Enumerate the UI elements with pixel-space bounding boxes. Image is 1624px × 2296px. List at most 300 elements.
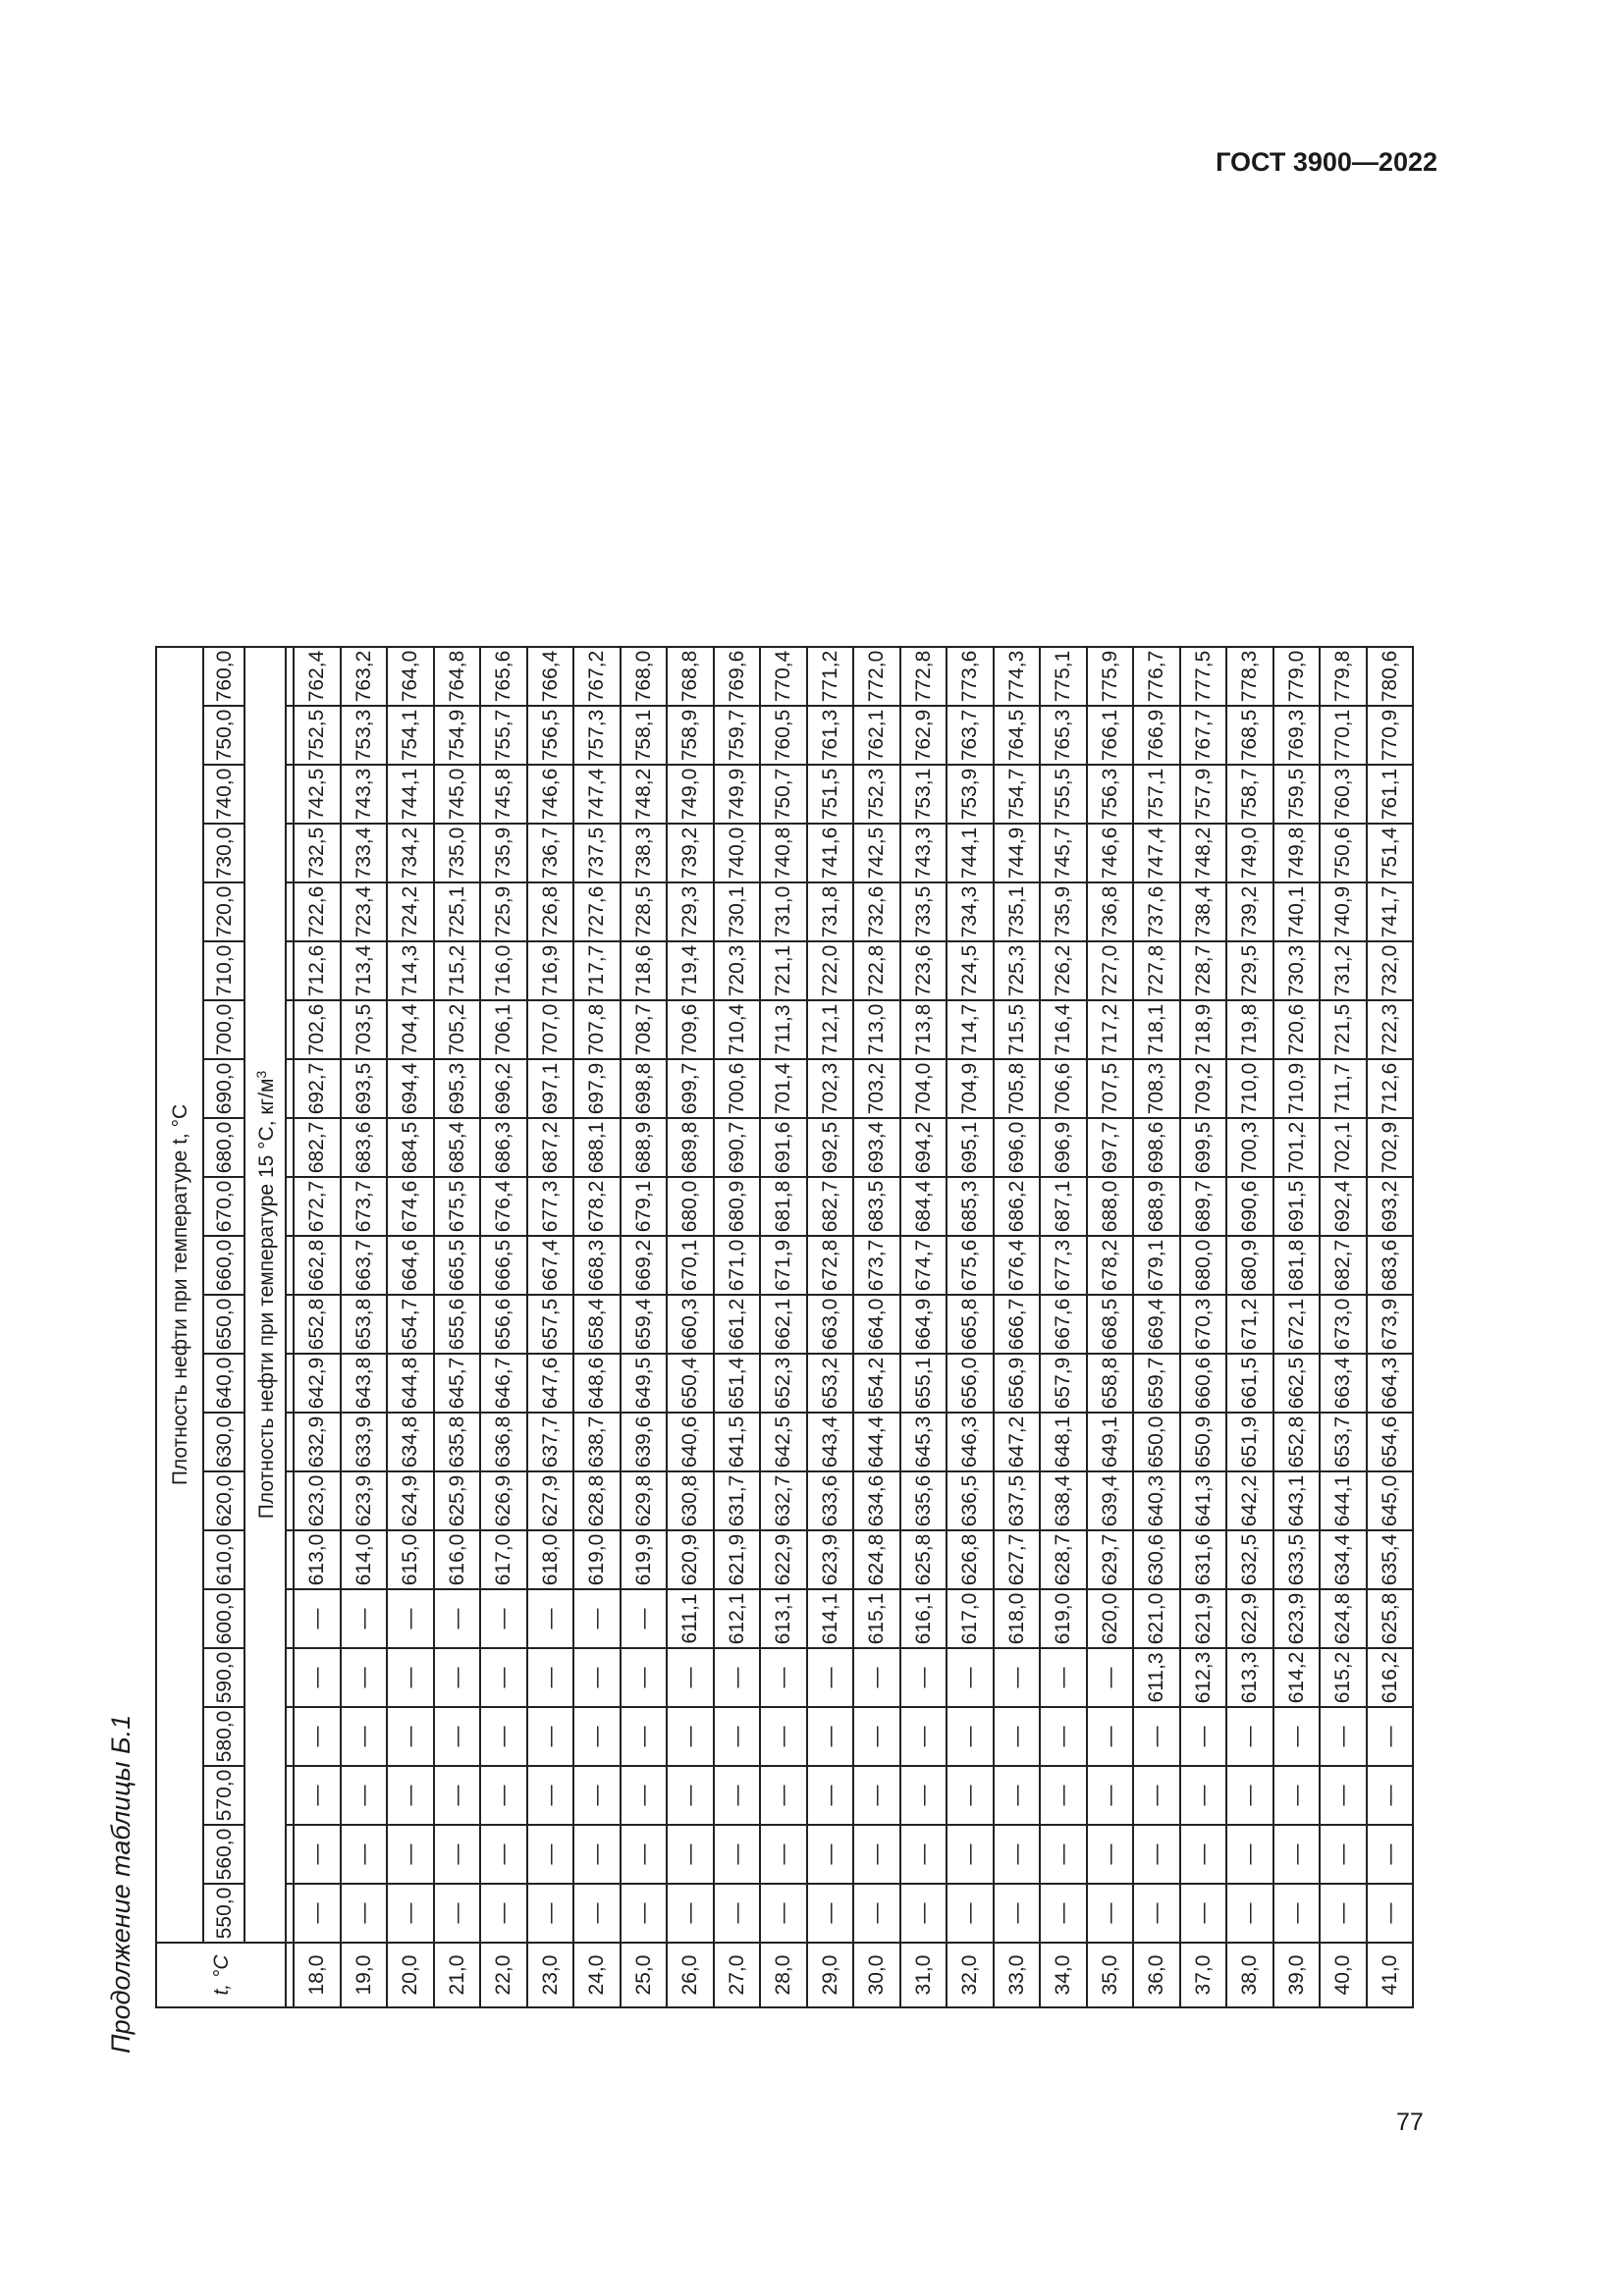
density-cell: 621,9	[1180, 1589, 1227, 1648]
density-cell: 744,1	[387, 765, 434, 824]
density-cell: 642,9	[294, 1354, 341, 1413]
density-cell: —	[341, 1825, 388, 1884]
density-cell: 616,0	[434, 1530, 481, 1589]
density-cell: 650,0	[1133, 1413, 1180, 1471]
column-header: 580,0	[203, 1707, 244, 1766]
density-cell: —	[947, 1766, 994, 1825]
t-column-header: t, °C	[156, 1943, 286, 2007]
density-cell: —	[341, 1648, 388, 1707]
density-cell: 677,3	[1040, 1236, 1087, 1295]
density-cell: 741,6	[807, 824, 854, 882]
density-cell: 770,4	[760, 647, 807, 706]
density-cell: 775,9	[1087, 647, 1134, 706]
density-cell: 715,5	[994, 1000, 1041, 1059]
density-cell: —	[621, 1884, 668, 1943]
density-cell: 759,7	[714, 706, 761, 765]
density-cell: 627,7	[994, 1530, 1041, 1589]
density-cell: —	[714, 1648, 761, 1707]
density-cell: 697,1	[527, 1059, 574, 1118]
density-cell: —	[1226, 1825, 1273, 1884]
column-header: 600,0	[203, 1589, 244, 1648]
density-cell: 702,9	[1367, 1118, 1414, 1177]
density-cell: 632,9	[294, 1413, 341, 1471]
density-cell: 658,4	[573, 1295, 621, 1354]
density-cell: 722,0	[807, 941, 854, 1000]
density-cell: 777,5	[1180, 647, 1227, 706]
temperature-cell: 37,0	[1180, 1943, 1227, 2007]
density-cell: 680,9	[1226, 1236, 1273, 1295]
column-header: 620,0	[203, 1471, 244, 1530]
density-cell: 744,1	[947, 824, 994, 882]
density-cell: 667,4	[527, 1236, 574, 1295]
density-cell: —	[853, 1707, 900, 1766]
density-cell: 734,2	[387, 824, 434, 882]
density-cell: 715,2	[434, 941, 481, 1000]
density-cell: —	[480, 1884, 527, 1943]
density-cell: 672,1	[1273, 1295, 1321, 1354]
density-cell: 771,2	[807, 647, 854, 706]
density-cell: 666,7	[994, 1295, 1041, 1354]
column-header: 750,0	[203, 706, 244, 765]
density-cell: 689,8	[667, 1118, 714, 1177]
temperature-cell: 30,0	[853, 1943, 900, 2007]
density-cell: 762,4	[294, 647, 341, 706]
density-cell: —	[387, 1884, 434, 1943]
density-cell: 614,1	[807, 1589, 854, 1648]
density-cell: —	[294, 1884, 341, 1943]
density-cell: 740,1	[1273, 882, 1321, 941]
density-cell: 650,9	[1180, 1413, 1227, 1471]
density-cell: 644,1	[1320, 1471, 1367, 1530]
density-cell: 679,1	[621, 1177, 668, 1236]
density-cell: 738,3	[621, 824, 668, 882]
density-cell: 735,1	[994, 882, 1041, 941]
spacer-row	[286, 647, 294, 2007]
density-cell: —	[387, 1589, 434, 1648]
density-cell: 693,2	[1367, 1177, 1414, 1236]
temperature-cell: 25,0	[621, 1943, 668, 2007]
density-cell: —	[480, 1707, 527, 1766]
density-cell: 751,4	[1367, 824, 1414, 882]
density-cell: 748,2	[1180, 824, 1227, 882]
density-cell: 697,9	[573, 1059, 621, 1118]
density-cell: 679,1	[1133, 1236, 1180, 1295]
density-cell: —	[714, 1825, 761, 1884]
table-row	[527, 647, 574, 2007]
density-cell: 713,0	[853, 1000, 900, 1059]
density-cell: 770,9	[1367, 706, 1414, 765]
density-cell: 761,3	[807, 706, 854, 765]
density-cell: —	[341, 1884, 388, 1943]
density-cell: —	[807, 1825, 854, 1884]
density-cell: 638,4	[1040, 1471, 1087, 1530]
density-cell: 751,5	[807, 765, 854, 824]
density-cell: 749,8	[1273, 824, 1321, 882]
density-cell: 754,9	[434, 706, 481, 765]
density-cell: 652,8	[1273, 1413, 1321, 1471]
temperature-cell: 18,0	[294, 1943, 341, 2007]
density-cell: 754,7	[994, 765, 1041, 824]
density-cell: 630,6	[1133, 1530, 1180, 1589]
table-row	[667, 647, 714, 2007]
density-cell: —	[341, 1707, 388, 1766]
density-cell: 664,6	[387, 1236, 434, 1295]
density-cell: —	[1320, 1884, 1367, 1943]
density-cell: 702,6	[294, 1000, 341, 1059]
density-cell: —	[434, 1648, 481, 1707]
density-cell: 769,6	[714, 647, 761, 706]
temperature-cell: 26,0	[667, 1943, 714, 2007]
density-cell: 670,3	[1180, 1295, 1227, 1354]
density-cell: 631,7	[714, 1471, 761, 1530]
density-cell: 611,3	[1133, 1648, 1180, 1707]
density-cell: 748,2	[621, 765, 668, 824]
density-cell: —	[853, 1825, 900, 1884]
group-header: Плотность нефти при температуре t, °C	[156, 647, 203, 1943]
density-cell: 633,9	[341, 1413, 388, 1471]
density-cell: 645,0	[1367, 1471, 1414, 1530]
density-cell: 656,6	[480, 1295, 527, 1354]
density-cell: 763,2	[341, 647, 388, 706]
density-cell: 646,3	[947, 1413, 994, 1471]
density-cell: 705,8	[994, 1059, 1041, 1118]
density-cell: 688,1	[573, 1118, 621, 1177]
density-cell: 663,7	[341, 1236, 388, 1295]
density-cell: 727,6	[573, 882, 621, 941]
density-cell: 673,9	[1367, 1295, 1414, 1354]
density-cell: 749,9	[714, 765, 761, 824]
density-cell: 728,5	[621, 882, 668, 941]
table-row	[341, 647, 388, 2007]
density-cell: —	[1133, 1707, 1180, 1766]
density-cell: 713,4	[341, 941, 388, 1000]
density-cell: 722,8	[853, 941, 900, 1000]
density-cell: 681,8	[760, 1177, 807, 1236]
density-cell: 759,5	[1273, 765, 1321, 824]
density-cell: 634,8	[387, 1413, 434, 1471]
density-cell: —	[994, 1884, 1041, 1943]
density-cell: —	[341, 1589, 388, 1648]
density-cell: 669,2	[621, 1236, 668, 1295]
density-cell: 752,5	[294, 706, 341, 765]
table-caption: Продолжение таблицы Б.1	[106, 1714, 135, 2054]
density-cell: 619,0	[1040, 1589, 1087, 1648]
density-cell: 725,3	[994, 941, 1041, 1000]
density-cell: —	[947, 1707, 994, 1766]
density-cell: —	[1226, 1707, 1273, 1766]
density-cell: 704,9	[947, 1059, 994, 1118]
density-cell: 643,4	[807, 1413, 854, 1471]
column-header-row	[203, 647, 244, 2007]
density-cell: —	[1367, 1825, 1414, 1884]
temperature-cell: 24,0	[573, 1943, 621, 2007]
density-cell: 682,7	[1320, 1236, 1367, 1295]
density-cell: 639,4	[1087, 1471, 1134, 1530]
density-cell: 625,8	[900, 1530, 947, 1589]
density-cell: 633,5	[1273, 1530, 1321, 1589]
density-cell: —	[621, 1825, 668, 1884]
density-cell: 698,8	[621, 1059, 668, 1118]
density-cell: 665,5	[434, 1236, 481, 1295]
density-cell: 688,9	[1133, 1177, 1180, 1236]
density-cell: 737,6	[1133, 882, 1180, 941]
density-cell: —	[434, 1707, 481, 1766]
density-cell: —	[387, 1707, 434, 1766]
table-row	[900, 647, 947, 2007]
density-cell: —	[527, 1884, 574, 1943]
density-cell: 689,7	[1180, 1177, 1227, 1236]
density-cell: 678,2	[573, 1177, 621, 1236]
density-cell: 704,4	[387, 1000, 434, 1059]
density-cell: —	[434, 1766, 481, 1825]
density-cell: 740,9	[1320, 882, 1367, 941]
density-cell: 712,6	[294, 941, 341, 1000]
density-cell: 661,2	[714, 1295, 761, 1354]
density-cell: 657,9	[1040, 1354, 1087, 1413]
temperature-cell: 36,0	[1133, 1943, 1180, 2007]
density-cell: 754,1	[387, 706, 434, 765]
density-cell: —	[527, 1707, 574, 1766]
table-row	[714, 647, 761, 2007]
density-cell: 738,4	[1180, 882, 1227, 941]
density-cell: 623,9	[807, 1530, 854, 1589]
density-cell: 653,7	[1320, 1413, 1367, 1471]
density-cell: 724,2	[387, 882, 434, 941]
density-cell: 757,3	[573, 706, 621, 765]
density-cell: 742,5	[853, 824, 900, 882]
column-header: 650,0	[203, 1295, 244, 1354]
density-cell: 643,8	[341, 1354, 388, 1413]
density-cell: 636,8	[480, 1413, 527, 1471]
density-cell: 683,6	[1367, 1236, 1414, 1295]
density-cell: 613,0	[294, 1530, 341, 1589]
density-cell: 648,1	[1040, 1413, 1087, 1471]
density-cell: 701,2	[1273, 1118, 1321, 1177]
density-cell: 683,5	[853, 1177, 900, 1236]
density-cell: 653,8	[341, 1295, 388, 1354]
density-cell: 654,7	[387, 1295, 434, 1354]
density-cell: 696,9	[1040, 1118, 1087, 1177]
temperature-cell: 19,0	[341, 1943, 388, 2007]
density-cell: 693,5	[341, 1059, 388, 1118]
density-cell: —	[1180, 1707, 1227, 1766]
table-row	[1133, 647, 1180, 2007]
density-cell: 766,4	[527, 647, 574, 706]
density-cell: —	[760, 1707, 807, 1766]
density-cell: 612,1	[714, 1589, 761, 1648]
density-cell: 672,7	[294, 1177, 341, 1236]
density-cell: —	[527, 1648, 574, 1707]
density-cell: 661,5	[1226, 1354, 1273, 1413]
density-cell: 776,7	[1133, 647, 1180, 706]
density-cell: —	[714, 1707, 761, 1766]
density-cell: 668,3	[573, 1236, 621, 1295]
density-cell: 722,6	[294, 882, 341, 941]
density-cell: 643,1	[1273, 1471, 1321, 1530]
density-cell: 611,1	[667, 1589, 714, 1648]
density-cell: —	[760, 1884, 807, 1943]
density-cell: 662,5	[1273, 1354, 1321, 1413]
density-cell: 775,1	[1040, 647, 1087, 706]
density-cell: 732,0	[1367, 941, 1414, 1000]
density-cell: —	[760, 1648, 807, 1707]
density-cell: 673,7	[341, 1177, 388, 1236]
density-cell: 764,5	[994, 706, 1041, 765]
temperature-cell: 22,0	[480, 1943, 527, 2007]
column-header: 630,0	[203, 1413, 244, 1471]
density-cell: 621,0	[1133, 1589, 1180, 1648]
density-cell: —	[900, 1825, 947, 1884]
density-cell: —	[1040, 1825, 1087, 1884]
density-cell: 628,7	[1040, 1530, 1087, 1589]
density-cell: 717,2	[1087, 1000, 1134, 1059]
density-cell: 659,7	[1133, 1354, 1180, 1413]
density-cell: 720,6	[1273, 1000, 1321, 1059]
density-cell: 675,5	[434, 1177, 481, 1236]
density-cell: 616,1	[900, 1589, 947, 1648]
density-cell: 765,3	[1040, 706, 1087, 765]
density-cell: 772,8	[900, 647, 947, 706]
temperature-cell: 39,0	[1273, 1943, 1321, 2007]
density-cell: 618,0	[994, 1589, 1041, 1648]
density-cell: 768,0	[621, 647, 668, 706]
density-cell: 709,6	[667, 1000, 714, 1059]
column-header: 710,0	[203, 941, 244, 1000]
density-cell: 645,7	[434, 1354, 481, 1413]
density-cell: 672,8	[807, 1236, 854, 1295]
density-cell: 691,5	[1273, 1177, 1321, 1236]
density-cell: 758,7	[1226, 765, 1273, 824]
temperature-cell: 29,0	[807, 1943, 854, 2007]
density-cell: 648,6	[573, 1354, 621, 1413]
density-cell: 731,8	[807, 882, 854, 941]
density-cell: 682,7	[807, 1177, 854, 1236]
density-cell: —	[480, 1825, 527, 1884]
density-cell: 755,7	[480, 706, 527, 765]
density-cell: —	[760, 1825, 807, 1884]
density-cell: 737,5	[573, 824, 621, 882]
column-header: 700,0	[203, 1000, 244, 1059]
density-cell: 760,5	[760, 706, 807, 765]
density-cell: 629,7	[1087, 1530, 1134, 1589]
density-cell: 624,9	[387, 1471, 434, 1530]
density-cell: —	[527, 1589, 574, 1648]
density-cell: 680,0	[1180, 1236, 1227, 1295]
density-cell: —	[1320, 1825, 1367, 1884]
density-cell: 753,1	[900, 765, 947, 824]
density-cell: 708,3	[1133, 1059, 1180, 1118]
table-row	[760, 647, 807, 2007]
density-cell: 664,3	[1367, 1354, 1414, 1413]
density-cell: 614,2	[1273, 1648, 1321, 1707]
column-header: 730,0	[203, 824, 244, 882]
density-cell: 633,6	[807, 1471, 854, 1530]
density-cell: —	[900, 1648, 947, 1707]
density-cell: 680,9	[714, 1177, 761, 1236]
density-cell: 642,5	[760, 1413, 807, 1471]
density-cell: 662,1	[760, 1295, 807, 1354]
density-cell: 750,7	[760, 765, 807, 824]
density-cell: —	[527, 1766, 574, 1825]
density-cell: 725,1	[434, 882, 481, 941]
density-cell: 687,2	[527, 1118, 574, 1177]
density-cell: —	[667, 1766, 714, 1825]
density-cell: —	[294, 1825, 341, 1884]
density-cell: 637,5	[994, 1471, 1041, 1530]
density-cell: —	[294, 1766, 341, 1825]
density-cell: 772,0	[853, 647, 900, 706]
density-cell: 625,9	[434, 1471, 481, 1530]
density-cell: 766,9	[1133, 706, 1180, 765]
density-cell: —	[294, 1589, 341, 1648]
density-cell: —	[807, 1766, 854, 1825]
density-cell: 696,0	[994, 1118, 1041, 1177]
density-table	[155, 646, 1414, 2008]
density-cell: 757,1	[1133, 765, 1180, 824]
density-cell: —	[480, 1589, 527, 1648]
table-row	[1226, 647, 1273, 2007]
density-cell: 634,4	[1320, 1530, 1367, 1589]
density-cell: 645,3	[900, 1413, 947, 1471]
density-cell: 755,5	[1040, 765, 1087, 824]
density-cell: 720,3	[714, 941, 761, 1000]
density-cell: —	[1040, 1707, 1087, 1766]
density-cell: 615,0	[387, 1530, 434, 1589]
density-cell: 756,3	[1087, 765, 1134, 824]
density-cell: 736,7	[527, 824, 574, 882]
density-cell: 673,7	[853, 1236, 900, 1295]
density-cell: —	[294, 1707, 341, 1766]
density-cell: 723,4	[341, 882, 388, 941]
density-cell: 716,9	[527, 941, 574, 1000]
density-cell: 719,4	[667, 941, 714, 1000]
density-cell: —	[1087, 1766, 1134, 1825]
density-cell: 634,6	[853, 1471, 900, 1530]
density-cell: 753,9	[947, 765, 994, 824]
density-cell: 710,0	[1226, 1059, 1273, 1118]
density-cell: 688,0	[1087, 1177, 1134, 1236]
density-cell: 700,3	[1226, 1118, 1273, 1177]
density-cell: 718,9	[1180, 1000, 1227, 1059]
density-cell: 651,4	[714, 1354, 761, 1413]
density-cell: 702,1	[1320, 1118, 1367, 1177]
density-cell: 658,8	[1087, 1354, 1134, 1413]
density-cell: 655,6	[434, 1295, 481, 1354]
density-cell: 641,5	[714, 1413, 761, 1471]
temperature-cell: 35,0	[1087, 1943, 1134, 2007]
density-cell: —	[573, 1707, 621, 1766]
column-header: 720,0	[203, 882, 244, 941]
density-cell: 767,7	[1180, 706, 1227, 765]
table-row	[434, 647, 481, 2007]
density-cell: 735,0	[434, 824, 481, 882]
density-cell: —	[1133, 1825, 1180, 1884]
density-cell: —	[387, 1825, 434, 1884]
table-row	[1367, 647, 1414, 2007]
density-cell: 707,5	[1087, 1059, 1134, 1118]
density-cell: 612,3	[1180, 1648, 1227, 1707]
density-cell: 707,8	[573, 1000, 621, 1059]
density-cell: 640,3	[1133, 1471, 1180, 1530]
density-cell: 688,9	[621, 1118, 668, 1177]
density-cell: 666,5	[480, 1236, 527, 1295]
density-cell: —	[1180, 1884, 1227, 1943]
density-cell: 718,1	[1133, 1000, 1180, 1059]
density-cell: 704,0	[900, 1059, 947, 1118]
density-cell: 739,2	[667, 824, 714, 882]
density-cell: 694,2	[900, 1118, 947, 1177]
density-cell: 649,1	[1087, 1413, 1134, 1471]
